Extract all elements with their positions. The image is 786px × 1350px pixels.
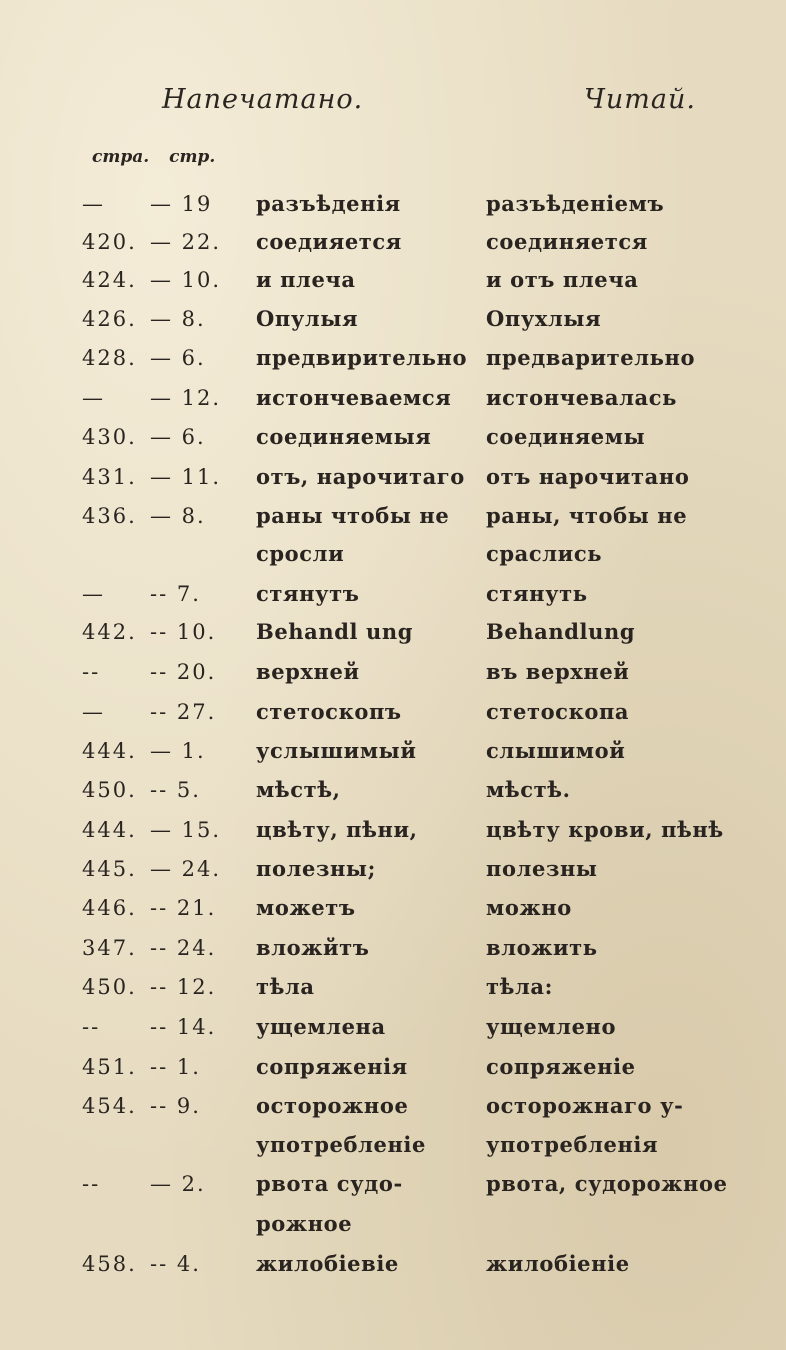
- erratum-correct-text: раны, чтобы не: [486, 503, 688, 528]
- erratum-correct-text: вложить: [486, 935, 598, 960]
- erratum-printed-text: раны чтобы не: [256, 503, 450, 528]
- erratum-printed-text: разъѣденія: [256, 191, 401, 216]
- erratum-line-number: -- 21.: [150, 896, 217, 920]
- erratum-page-number: 444.: [82, 739, 137, 763]
- erratum-printed-text: жилобіевіе: [256, 1251, 399, 1276]
- erratum-correct-text: Опухлыя: [486, 306, 602, 331]
- erratum-line-number: -- 20.: [150, 660, 217, 684]
- column-subheader: [92, 147, 229, 167]
- erratum-printed-text: предвирительно: [256, 345, 468, 370]
- erratum-row: [0, 618, 786, 658]
- erratum-line-number: — 15.: [150, 818, 222, 842]
- erratum-printed-text: сросли: [256, 541, 345, 566]
- erratum-correct-text: ущемлено: [486, 1014, 617, 1039]
- erratum-line-number: — 6.: [150, 425, 206, 449]
- erratum-row: [0, 737, 786, 777]
- erratum-correct-text: предварительно: [486, 345, 696, 370]
- erratum-row: [0, 540, 786, 580]
- erratum-line-number: -- 9.: [150, 1094, 201, 1118]
- erratum-correct-text: отъ нарочитано: [486, 464, 690, 489]
- erratum-page-number: 430.: [82, 425, 137, 449]
- erratum-printed-text: тѣла: [256, 974, 315, 999]
- erratum-line-number: — 2.: [150, 1172, 206, 1196]
- erratum-line-number: — 22.: [150, 230, 222, 254]
- erratum-printed-text: рвота судо-: [256, 1171, 403, 1196]
- erratum-page-number: —: [82, 582, 105, 606]
- subheader-line: стр.: [169, 147, 216, 167]
- erratum-line-number: — 1.: [150, 739, 206, 763]
- erratum-printed-text: ущемлена: [256, 1014, 386, 1039]
- erratum-line-number: — 10.: [150, 268, 222, 292]
- erratum-printed-text: стянутъ: [256, 581, 360, 606]
- erratum-page-number: 428.: [82, 346, 137, 370]
- erratum-row: [0, 344, 786, 384]
- erratum-line-number: — 6.: [150, 346, 206, 370]
- erratum-printed-text: Опулыя: [256, 306, 359, 331]
- erratum-page-number: 450.: [82, 778, 137, 802]
- erratum-row: [0, 1013, 786, 1053]
- erratum-correct-text: сопряженіе: [486, 1054, 636, 1079]
- erratum-printed-text: соедияется: [256, 229, 402, 254]
- erratum-correct-text: употребленія: [486, 1132, 659, 1157]
- erratum-row: [0, 1170, 786, 1210]
- erratum-correct-text: мѣстѣ.: [486, 777, 571, 802]
- erratum-line-number: -- 1.: [150, 1055, 201, 1079]
- erratum-page-number: —: [82, 700, 105, 724]
- erratum-line-number: -- 5.: [150, 778, 201, 802]
- erratum-page-number: --: [82, 660, 101, 684]
- erratum-row: [0, 776, 786, 816]
- erratum-printed-text: услышимый: [256, 738, 417, 763]
- erratum-line-number: -- 24.: [150, 936, 217, 960]
- erratum-correct-text: въ верхней: [486, 659, 630, 684]
- erratum-printed-text: истончеваемся: [256, 385, 452, 410]
- erratum-page-number: 445.: [82, 857, 137, 881]
- erratum-row: [0, 816, 786, 856]
- erratum-page-number: 420.: [82, 230, 137, 254]
- erratum-page-number: 424.: [82, 268, 137, 292]
- erratum-page-number: 451.: [82, 1055, 137, 1079]
- erratum-row: [0, 894, 786, 934]
- erratum-printed-text: вложйтъ: [256, 935, 370, 960]
- erratum-line-number: -- 4.: [150, 1252, 201, 1276]
- erratum-page-number: 446.: [82, 896, 137, 920]
- column-title-printed: Напечатано.: [162, 84, 364, 115]
- subheader-page: стра.: [92, 147, 150, 167]
- erratum-row: [0, 1250, 786, 1290]
- erratum-correct-text: соединяемы: [486, 424, 646, 449]
- erratum-row: [0, 384, 786, 424]
- erratum-correct-text: и отъ плеча: [486, 267, 639, 292]
- erratum-correct-text: стетоскопа: [486, 699, 630, 724]
- erratum-correct-text: Behandlung: [486, 619, 636, 644]
- erratum-printed-text: сопряженія: [256, 1054, 408, 1079]
- erratum-page-number: 426.: [82, 307, 137, 331]
- erratum-page-number: 436.: [82, 504, 137, 528]
- erratum-row: [0, 973, 786, 1013]
- erratum-line-number: -- 7.: [150, 582, 201, 606]
- erratum-row: [0, 463, 786, 503]
- erratum-printed-text: полезны;: [256, 856, 376, 881]
- erratum-correct-text: стянуть: [486, 581, 588, 606]
- erratum-correct-text: осторожнаго у-: [486, 1093, 684, 1118]
- erratum-page-number: —: [82, 192, 105, 216]
- erratum-correct-text: полезны: [486, 856, 598, 881]
- erratum-page-number: 431.: [82, 465, 137, 489]
- erratum-row: [0, 266, 786, 306]
- erratum-row: [0, 1053, 786, 1093]
- erratum-line-number: — 11.: [150, 465, 222, 489]
- erratum-printed-text: употребленіе: [256, 1132, 426, 1157]
- erratum-row: [0, 305, 786, 345]
- erratum-correct-text: жилобіеніе: [486, 1251, 630, 1276]
- erratum-line-number: -- 12.: [150, 975, 217, 999]
- erratum-printed-text: цвѣту, пѣни,: [256, 817, 418, 842]
- erratum-correct-text: рвота, судорожное: [486, 1171, 728, 1196]
- erratum-row: [0, 190, 786, 230]
- erratum-printed-text: соединяемыя: [256, 424, 432, 449]
- erratum-row: [0, 1131, 786, 1171]
- erratum-row: [0, 228, 786, 268]
- erratum-line-number: — 8.: [150, 504, 206, 528]
- erratum-row: [0, 698, 786, 738]
- erratum-page-number: 450.: [82, 975, 137, 999]
- erratum-printed-text: можетъ: [256, 895, 356, 920]
- erratum-line-number: -- 10.: [150, 620, 217, 644]
- erratum-correct-text: цвѣту крови, пѣнѣ: [486, 817, 724, 842]
- erratum-printed-text: отъ, нарочитаго: [256, 464, 465, 489]
- erratum-correct-text: можно: [486, 895, 572, 920]
- erratum-page-number: —: [82, 386, 105, 410]
- erratum-printed-text: мѣстѣ,: [256, 777, 341, 802]
- erratum-row: [0, 1210, 786, 1250]
- erratum-printed-text: рожное: [256, 1211, 353, 1236]
- erratum-row: [0, 423, 786, 463]
- erratum-correct-text: истончевалась: [486, 385, 677, 410]
- erratum-printed-text: Behandl ung: [256, 619, 414, 644]
- erratum-page-number: 454.: [82, 1094, 137, 1118]
- erratum-correct-text: разъѣденіемъ: [486, 191, 665, 216]
- erratum-row: [0, 855, 786, 895]
- erratum-page-number: 442.: [82, 620, 137, 644]
- erratum-line-number: — 12.: [150, 386, 222, 410]
- erratum-page-number: 458.: [82, 1252, 137, 1276]
- erratum-page-number: --: [82, 1015, 101, 1039]
- erratum-row: [0, 1092, 786, 1132]
- erratum-printed-text: и плеча: [256, 267, 356, 292]
- erratum-row: [0, 934, 786, 974]
- erratum-row: [0, 502, 786, 542]
- erratum-line-number: — 24.: [150, 857, 222, 881]
- erratum-line-number: -- 14.: [150, 1015, 217, 1039]
- erratum-page-number: --: [82, 1172, 101, 1196]
- erratum-page-number: 444.: [82, 818, 137, 842]
- erratum-correct-text: сраслись: [486, 541, 603, 566]
- erratum-printed-text: стетоскопъ: [256, 699, 402, 724]
- column-title-read: Читай.: [584, 84, 696, 115]
- erratum-row: [0, 658, 786, 698]
- erratum-page-number: 347.: [82, 936, 137, 960]
- erratum-line-number: — 19: [150, 192, 213, 216]
- erratum-line-number: -- 27.: [150, 700, 217, 724]
- erratum-correct-text: соединяется: [486, 229, 648, 254]
- erratum-correct-text: слышимой: [486, 738, 626, 763]
- erratum-row: [0, 580, 786, 620]
- erratum-line-number: — 8.: [150, 307, 206, 331]
- erratum-correct-text: тѣла:: [486, 974, 553, 999]
- erratum-printed-text: осторожное: [256, 1093, 409, 1118]
- erratum-printed-text: верхней: [256, 659, 360, 684]
